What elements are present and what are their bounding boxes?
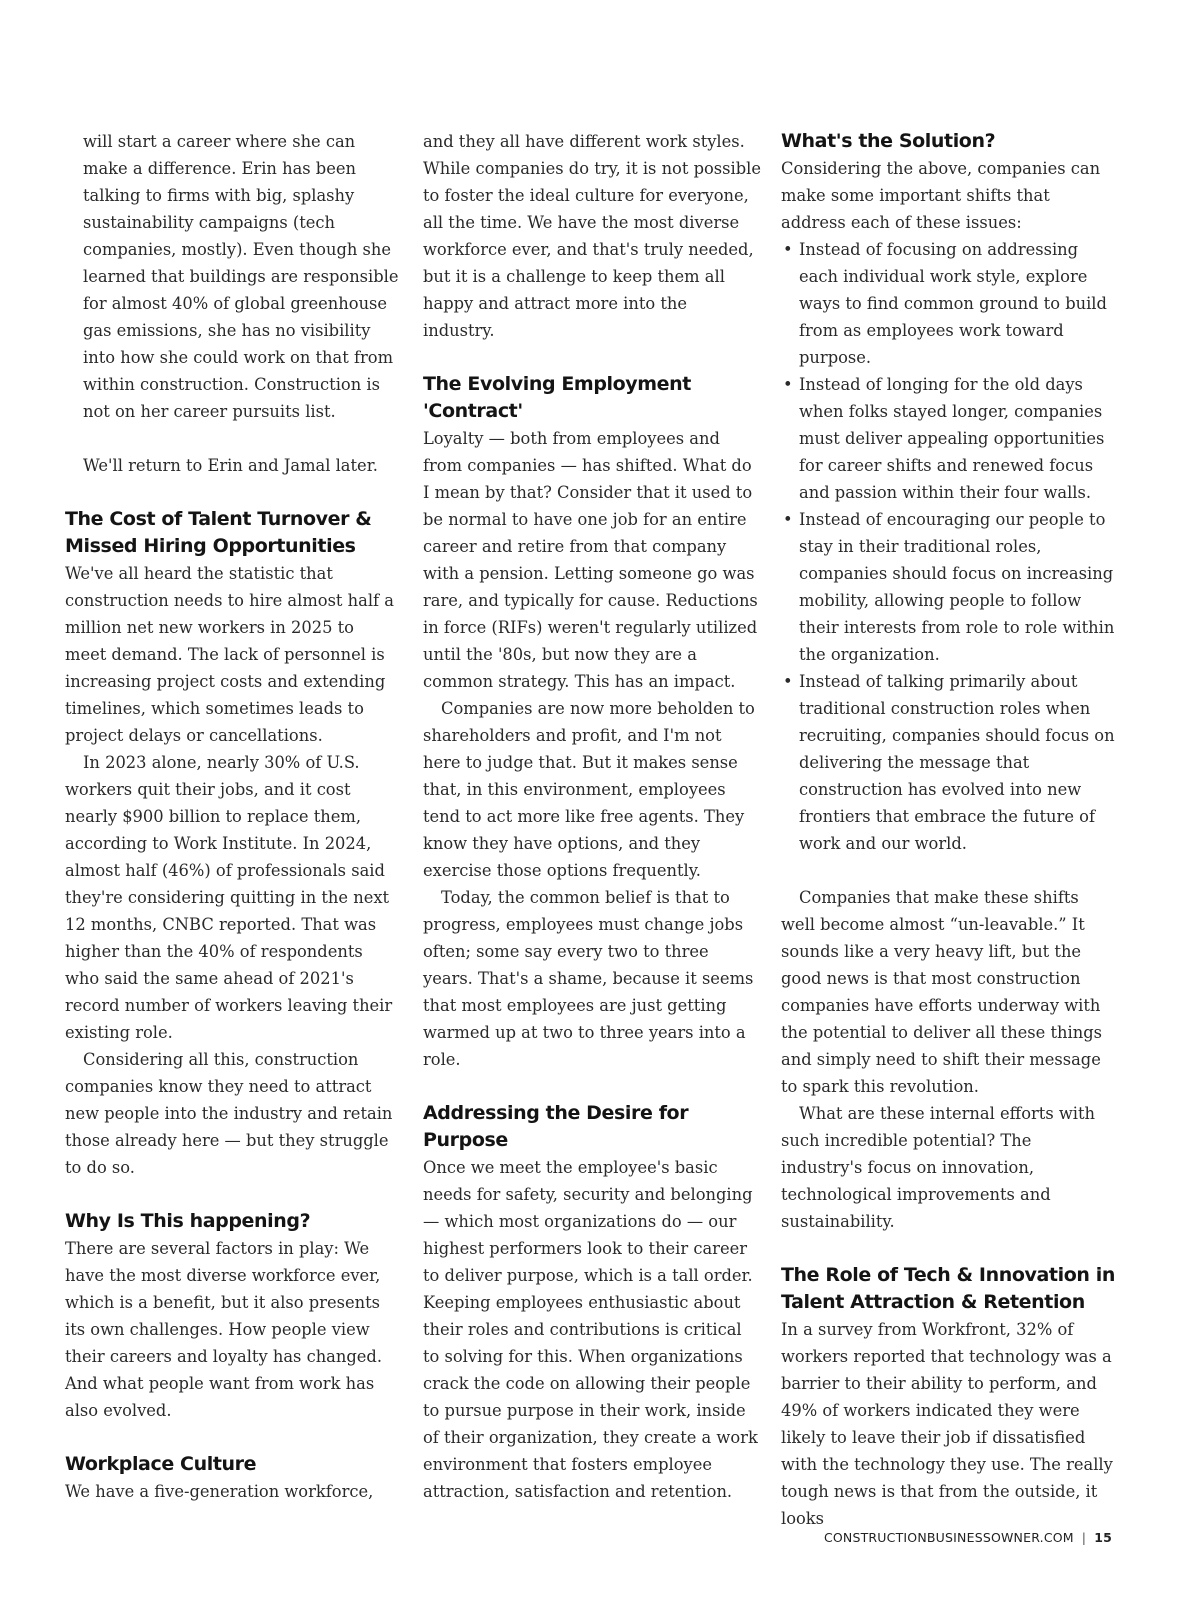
column-middle: [423, 128, 763, 1505]
body-paragraph: We have a five-generation workforce,: [65, 1482, 374, 1501]
body-paragraph: Loyalty — both from employees and from companies — has shifted. What do I mean by that? Consider that it used to be normal to have one job for an entire career and retire from that company with a pension. Letting someone go was rare, and typically for cause. Reductions in force (RIFs) weren't regularly utilized until the '80s, but now they are a common strategy. This has an impact.: [423, 429, 758, 691]
page-footer: [824, 1530, 1112, 1545]
heading-tech-innovation: The Role of Tech & Innovation in Talent Attraction & Retention: [781, 1264, 1115, 1313]
body-paragraph: and they all have different work styles. While companies do try, it is not possible to foster the ideal culture for everyone, all the time. We have the most diverse workforce ever, and that's truly needed, but it is a challenge to keep them all happy and attract more into the industry.: [423, 132, 761, 340]
body-paragraph: Companies are now more beholden to shareholders and profit, and I'm not here to judge that. But it makes sense that, in this environment, employees tend to act more like free agents. They know they have options, and they exercise those options frequently.: [423, 699, 755, 880]
body-paragraph: In 2023 alone, nearly 30% of U.S. workers quit their jobs, and it cost nearly $900 billion to replace them, according to Work Institute. In 2024, almost half (46%) of professionals said they're considering quitting in the next 12 months, CNBC reported. That was higher than the 40% of respondents who said the same ahead of 2021's record number of workers leaving their existing role.: [65, 753, 393, 1042]
heading-cost-of-turnover: The Cost of Talent Turnover & Missed Hiring Opportunities: [65, 508, 372, 557]
bullet-item: • Instead of longing for the old days when folks stayed longer, companies must deliver appealing opportunities for career shifts and renewed focus and passion within their four walls.: [781, 371, 1116, 506]
body-paragraph: Considering the above, companies can make some important shifts that address each of these issues:: [781, 159, 1101, 232]
body-paragraph: Companies that make these shifts well become almost “un-leavable.” It sounds like a very heavy lift, but the good news is that most construction companies have efforts underway with the potential to deliver all these things and simply need to shift their message to spark this revolution.: [781, 888, 1102, 1096]
heading-why-happening: Why Is This happening?: [65, 1210, 311, 1232]
heading-employment-contract: The Evolving Employment 'Contract': [423, 373, 691, 422]
body-paragraph: We've all heard the statistic that construction needs to hire almost half a million net new workers in 2025 to meet demand. The lack of personnel is increasing project costs and extending timelines, which sometimes leads to project delays or cancellations.: [65, 564, 394, 745]
body-paragraph: Considering all this, construction companies know they need to attract new people into the industry and retain those already here — but they struggle to do so.: [65, 1050, 393, 1177]
intro-paragraph: will start a career where she can make a difference. Erin has been talking to firms with big, splashy sustainability campaigns (tech companies, mostly). Even though she learned that buildings are responsible for almost 40% of global greenhouse gas emissions, she has no visibility into how she could work on that from within construction. Construction is not on her career pursuits list.: [83, 132, 399, 421]
body-paragraph: What are these internal efforts with such incredible potential? The industry's focus on innovation, technological improvements and sustainability.: [781, 1104, 1096, 1231]
bullet-item: • Instead of encouraging our people to stay in their traditional roles, companies should focus on increasing mobility, allowing people to follow their interests from role to role within the organization.: [781, 506, 1116, 668]
bullet-item: • Instead of focusing on addressing each individual work style, explore ways to find common ground to build from as employees work toward purpose.: [781, 236, 1116, 371]
column-right: [781, 128, 1116, 1532]
body-paragraph: There are several factors in play: We have the most diverse workforce ever, which is a benefit, but it also presents its own challenges. How people view their careers and loyalty has changed. And what people want from work has also evolved.: [65, 1239, 383, 1420]
body-paragraph: Today, the common belief is that to progress, employees must change jobs often; some say every two to three years. That's a shame, because it seems that most employees are just getting warmed up at two to three years into a role.: [423, 888, 754, 1069]
column-left: [65, 128, 400, 1505]
heading-solution: What's the Solution?: [781, 130, 996, 152]
heading-workplace-culture: Workplace Culture: [65, 1453, 257, 1475]
footer-site-name: CONSTRUCTIONBUSINESSOWNER.COM: [823, 1530, 1074, 1545]
page-number: 15: [1094, 1530, 1112, 1545]
bullet-item: • Instead of talking primarily about traditional construction roles when recruiting, companies should focus on delivering the message that construction has evolved into new frontiers that embrace the future of work and our world.: [781, 668, 1116, 857]
heading-desire-for-purpose: Addressing the Desire for Purpose: [423, 1102, 689, 1151]
body-paragraph: In a survey from Workfront, 32% of workers reported that technology was a barrier to their ability to perform, and 49% of workers indicated they were likely to leave their job if dissatisfied with the technology they use. The really tough news is that from the outside, it looks: [781, 1320, 1113, 1528]
return-paragraph: We'll return to Erin and Jamal later.: [83, 456, 378, 475]
solution-bullet-list: [781, 236, 1116, 857]
body-paragraph: Once we meet the employee's basic needs for safety, security and belonging — which most organizations do — our highest performers look to their career to deliver purpose, which is a tall order. Keeping employees enthusiastic about their roles and contributions is critical to solving for this. When organizations crack the code on allowing their people to pursue purpose in their work, inside of their organization, they create a work environment that fosters employee attraction, satisfaction and retention.: [423, 1158, 758, 1501]
footer-separator: |: [1081, 1530, 1087, 1545]
